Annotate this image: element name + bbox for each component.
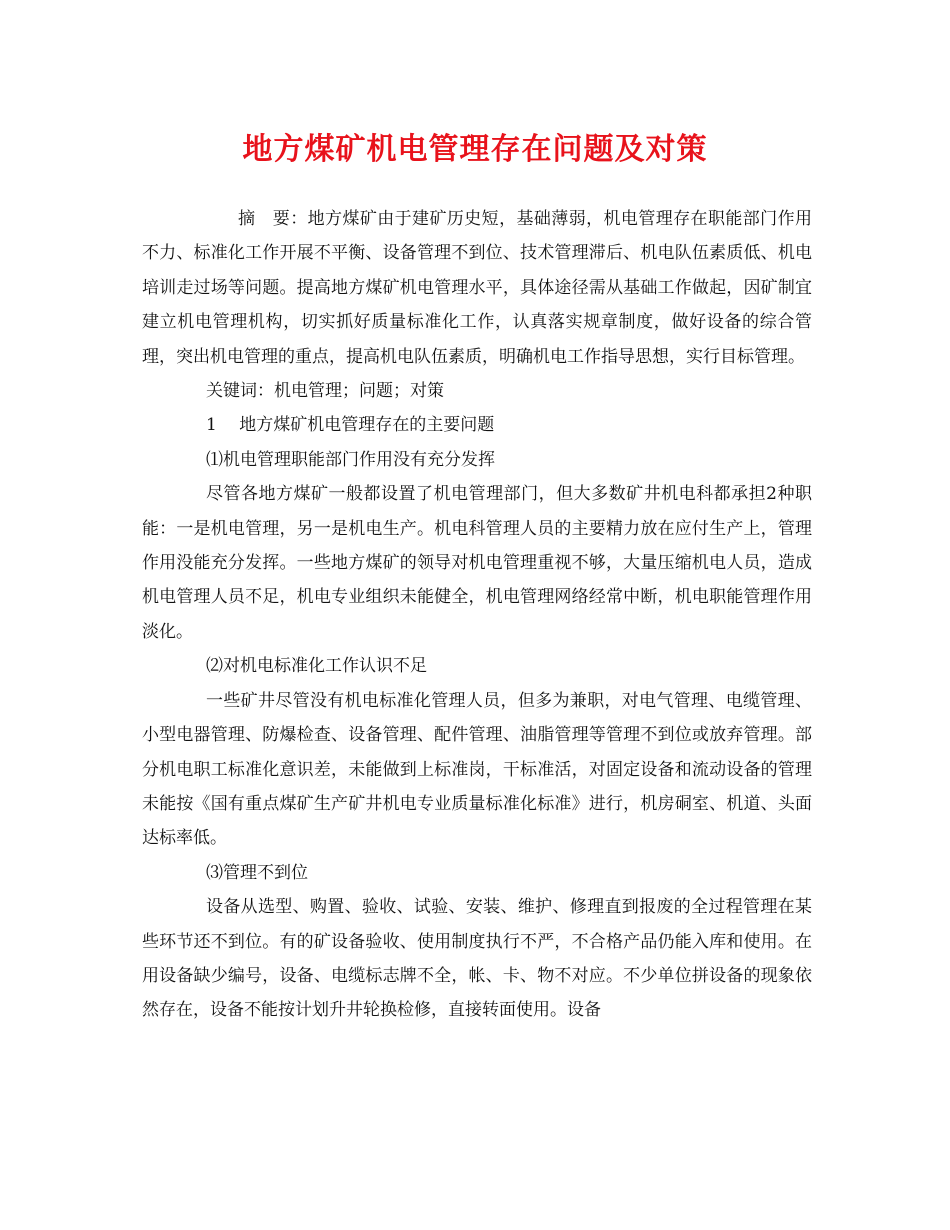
subsection-2-paragraph: 一些矿井尽管没有机电标准化管理人员，但多为兼职，对电气管理、电缆管理、小型电器管理、防爆检查、设备管理、配件管理、油脂管理等管理不到位或放弃管理。部分机电职工标准化意识差，未能做到上标准岗，干标准活，对固定设备和流动设备的管理未能按《国有重点煤矿生产矿井机电专业质量标准化标准》进行，机房硐室、机道、头面达标率低。 — [142, 690, 812, 849]
section-1-heading: 1 地方煤矿机电管理存在的主要问题 — [206, 415, 495, 436]
keywords-line: 关键词：机电管理；问题；对策 — [206, 381, 444, 402]
subsection-3-paragraph: 设备从选型、购置、验收、试验、安装、维护、修理直到报废的全过程管理在某些环节还不到位。有的矿设备验收、使用制度执行不严，不合格产品仍能入库和使用。在用设备缺少编号，设备、电缆标志牌不全，帐、卡、物不对应。不少单位拼设备的现象依然存在，设备不能按计划升井轮换检修，直接转面使用。设备 — [142, 897, 812, 1021]
subsection-1-paragraph: 尽管各地方煤矿一般都设置了机电管理部门，但大多数矿井机电科都承担2种职能：一是机电管理，另一是机电生产。机电科管理人员的主要精力放在应付生产上，管理作用没能充分发挥。一些地方煤矿的领导对机电管理重视不够，大量压缩机电人员，造成机电管理人员不足，机电专业组织未能健全，机电管理网络经常中断，机电职能管理作用淡化。 — [142, 484, 812, 642]
abstract-text: 地方煤矿由于建矿历史短，基础薄弱，机电管理存在职能部门作用不力、标准化工作开展不平衡、设备管理不到位、技术管理滞后、机电队伍素质低、机电培训走过场等问题。提高地方煤矿机电管理水平，具体途径需从基础工作做起，因矿制宜建立机电管理机构，切实抓好质量标准化工作，认真落实规章制度，做好设备的综合管理，突出机电管理的重点，提高机电队伍素质，明确机电工作指导思想，实行目标管理。 — [142, 209, 812, 367]
subsection-1-heading: ⑴机电管理职能部门作用没有充分发挥 — [206, 449, 495, 470]
document-body — [142, 202, 812, 1028]
document-title: 地方煤矿机电管理存在问题及对策 — [242, 132, 708, 167]
abstract-label: 摘 要： — [238, 209, 308, 229]
subsection-3-heading: ⑶管理不到位 — [206, 862, 308, 883]
abstract-paragraph — [142, 202, 812, 374]
subsection-2-heading: ⑵对机电标准化工作认识不足 — [206, 656, 427, 677]
